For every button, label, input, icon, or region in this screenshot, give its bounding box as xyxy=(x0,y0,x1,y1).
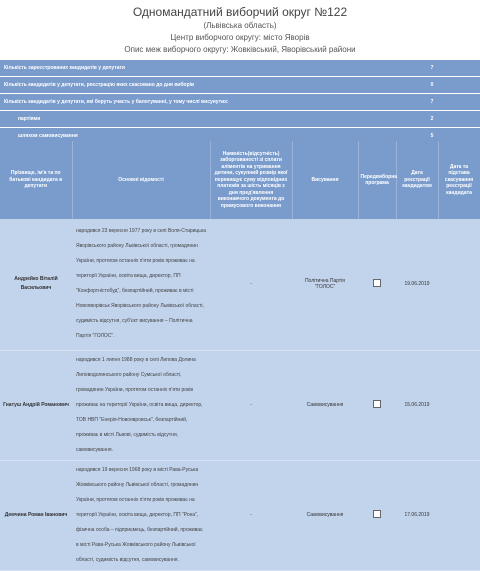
summary-label: шляхом самовисування xyxy=(0,128,384,145)
table-row xyxy=(0,460,480,570)
column-header-nomination: Висування xyxy=(292,141,358,219)
table-row xyxy=(0,350,480,460)
candidate-name: Андрейко Віталій Васильович xyxy=(0,219,72,350)
summary-label: Кількість зареєстрованих кандидатів у депутати xyxy=(0,60,384,77)
summary-value: 0 xyxy=(384,77,480,94)
page-title: Одномандатний виборчий округ №122 xyxy=(132,5,348,19)
candidate-debt: - xyxy=(210,350,292,460)
column-header-program: Передвиборна програма xyxy=(358,141,396,219)
summary-table xyxy=(0,60,480,145)
program-cell xyxy=(358,350,396,460)
page-header xyxy=(0,0,480,56)
summary-row xyxy=(0,111,480,128)
program-cell xyxy=(358,460,396,570)
candidate-reg-date: 15.06.2019 xyxy=(396,350,438,460)
candidate-name: Гнатуш Андрій Романович xyxy=(0,350,72,460)
summary-row xyxy=(0,94,480,111)
summary-value: 5 xyxy=(384,128,480,145)
candidate-cancel xyxy=(438,219,480,350)
column-header-cancel: Дата та підстава скасування реєстрації кандидата xyxy=(438,141,480,219)
summary-row xyxy=(0,60,480,77)
candidate-cancel xyxy=(438,460,480,570)
candidate-reg-date: 19.06.2019 xyxy=(396,219,438,350)
summary-row xyxy=(0,77,480,94)
program-document-icon[interactable] xyxy=(373,510,381,518)
district-bounds: Опис меж виборчого округу: Жовківський, Яворівський райони xyxy=(124,45,356,54)
program-document-icon[interactable] xyxy=(373,279,381,287)
region-subtitle: (Львівська область) xyxy=(203,21,277,30)
district-center: Центр виборчого округу: місто Яворів xyxy=(170,33,310,42)
summary-value: 2 xyxy=(384,111,480,128)
candidate-debt: - xyxy=(210,219,292,350)
summary-label: Кількість кандидатів у депутати, які беруть участь у балотуванні, у тому числі висунутих: xyxy=(0,94,384,111)
column-header-info: Основні відомості xyxy=(72,141,210,219)
table-header-row xyxy=(0,141,480,219)
summary-value: 7 xyxy=(384,60,480,77)
table-row xyxy=(0,219,480,350)
candidate-info: народився 1 липня 1988 року в селі Липова Долина Липоводолинського району Сумської області, громадянин України, протягом останніх п'яти років проживає на території України, освіта вища, директор, ТОВ НВП "Енерія-Новоявровськ", безпартійний, проживає в місті Львові, судимість відсутня, самовисування. xyxy=(72,350,210,460)
candidate-info: народився 19 вересня 1968 року в місті Рава-Руська Жовківського району Львівської області, громадянин України, протягом останніх п'яти років проживає на території України, освіта вища, директор, ПП "Рона", фізична особа – підприємець, безпартійний, проживає в місті Рава-Руська Жовківського району Львівської області, судимість відсутня, самовисування. xyxy=(72,460,210,570)
summary-value: 7 xyxy=(384,94,480,111)
candidate-cancel xyxy=(438,350,480,460)
summary-label: партіями xyxy=(0,111,384,128)
column-header-reg-date: Дата реєстрації кандидатом xyxy=(396,141,438,219)
candidate-reg-date: 17.06.2019 xyxy=(396,460,438,570)
candidate-info: народився 23 вересня 1977 року в селі Воля-Старицька Яворівського району Львівської області, громадянин України, протягом останніх п'яти років проживає на території України, освіта вища, директор, ПП "Конфортністобуд", безпартійний, проживає в місті Новояворівськ Яворівського району Львівської області, судимість відсутня, суб'єкт висування – Політична Партія "ГОЛОС". xyxy=(72,219,210,350)
candidate-nomination: Політична Партія "ГОЛОС" xyxy=(292,219,358,350)
candidate-debt: - xyxy=(210,460,292,570)
column-header-name: Прізвище, ім'я та по батькові кандидата в депутати xyxy=(0,141,72,219)
candidate-name: Демчина Роман Іванович xyxy=(0,460,72,570)
program-cell xyxy=(358,219,396,350)
program-document-icon[interactable] xyxy=(373,400,381,408)
summary-label: Кількість кандидатів у депутати, реєстрацію яких скасовано до дня виборів xyxy=(0,77,384,94)
column-header-debt: Наявність(відсутність) заборгованості зі сплати аліментів на утримання дитини, сукупний розмір якої перевищує суму відповідних платежів за шість місяців з дня пред'явлення виконавчого документа до примусового виконання xyxy=(210,141,292,219)
candidates-table xyxy=(0,141,480,571)
candidate-nomination: Самовисування xyxy=(292,350,358,460)
candidate-nomination: Самовисування xyxy=(292,460,358,570)
